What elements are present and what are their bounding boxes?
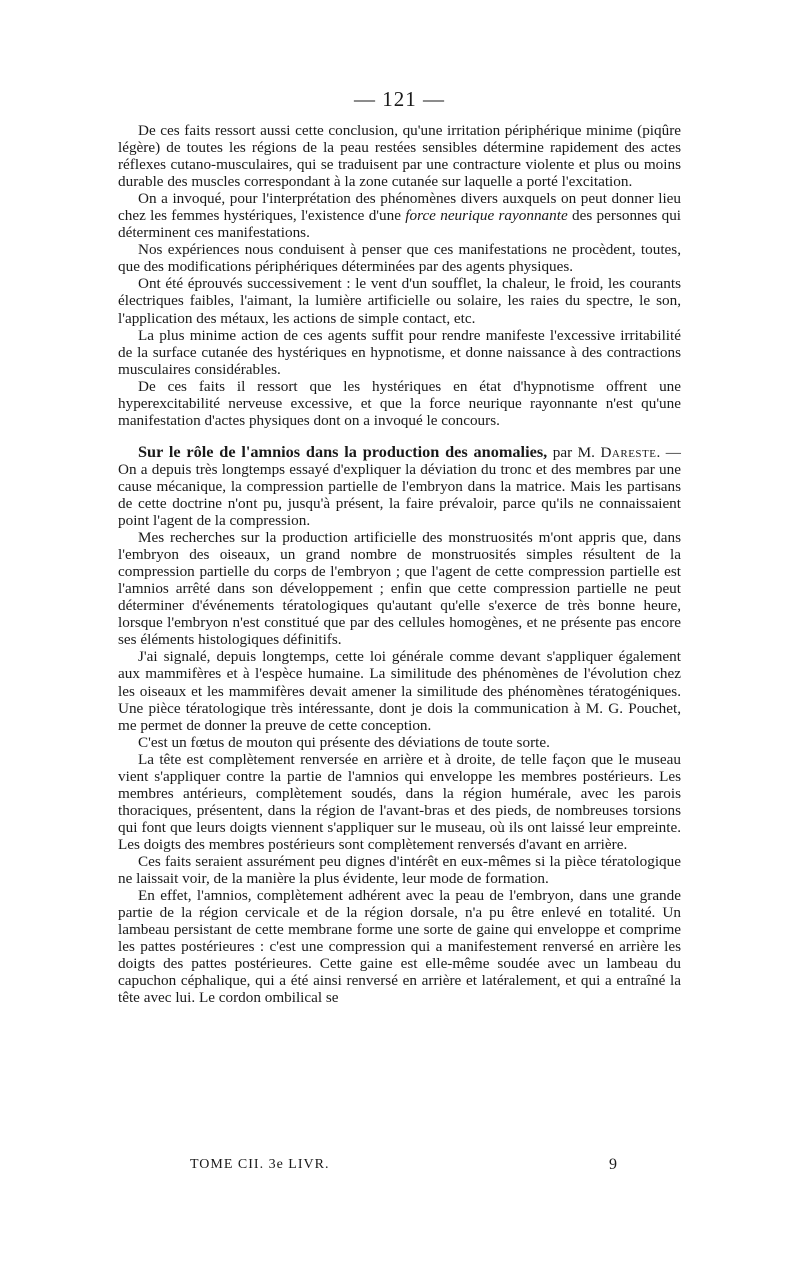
page-body — [118, 88, 681, 1006]
paragraph-text: des personnes qui déterminent ces manifestations. — [118, 207, 682, 242]
paragraph: En effet, l'amnios, complètement adhérent avec la peau de l'embryon, dans une grande partie de la région cervicale et de la région dorsale, n'a pu être enlevé en totalité. Un lambeau persistant de cette membrane forme une sorte de gaine qui enveloppe et comprime les pattes postérieures : c'est une compression qui a manifestement renversé en arrière les doigts des pattes postérieures. Cette gaine est elle-même soudée avec un lambeau du capuchon céphalique, qui a été ainsi renversé en arrière et latéralement, et qui a entraîné la tête avec lui. Le cordon ombilical se — [118, 887, 681, 1007]
author-name: Dareste — [600, 443, 657, 461]
section-heading: Sur le rôle de l'amnios dans la production des anomalies, — [138, 441, 548, 461]
paragraph: Ont été éprouvés successivement : le vent d'un soufflet, la chaleur, le froid, les courants électriques faibles, l'aimant, la lumière artificielle ou solaire, les raies du spectre, le son, l'application des métaux, les actions de simple contact, etc. — [118, 275, 681, 327]
paragraph: C'est un fœtus de mouton qui présente des déviations de toute sorte. — [138, 733, 550, 751]
paragraph: Ces faits seraient assurément peu dignes d'intérêt en eux-mêmes si la pièce tératologique ne laissait voir, de la manière la plus évidente, leur mode de formation. — [118, 852, 681, 888]
emphasis-text: force neurique rayonnante — [405, 207, 568, 225]
paragraph — [118, 190, 681, 241]
section-gap — [118, 429, 681, 443]
footer-signature: 9 — [609, 1156, 618, 1173]
paragraph: J'ai signalé, depuis longtemps, cette loi générale comme devant s'appliquer également aux mammifères et à l'espèce humaine. La similitude des phénomènes de l'évolution chez les oiseaux et les mammifères devait amener la similitude des phénomènes tératogéniques. Une pièce tératologique très intéressante, dont je dois la communication à M. G. Pouchet, me permet de donner la preuve de cette conception. — [118, 648, 681, 734]
paragraph: Mes recherches sur la production artificielle des monstruosités m'ont appris que, dans l'embryon des oiseaux, un grand nombre de monstruosités simples résultent de la compression partielle du corps de l'embryon ; que l'agent de cette compression partielle est l'amnios arrêté dans son développement ; enfin que cette compression partielle ne peut déterminer d'événements tératologiques qu'autant qu'elle s'exerce de très bonne heure, lorsque l'embryon n'est constitué que par des cellules homogènes, et ne présente pas encore ses éléments histologiques définitifs. — [118, 529, 681, 649]
section-paragraph — [118, 443, 681, 529]
paragraph: Nos expériences nous conduisent à penser que ces manifestations ne procèdent, toutes, que des modifications périphériques déterminées par des agents physiques. — [118, 241, 681, 276]
page-number: — 121 — — [354, 87, 445, 111]
paragraph-text: On a invoqué, pour l'interprétation des phénomènes divers auxquels on peut donner lieu chez les femmes hystériques, l'existence d'une — [118, 190, 681, 225]
paragraph: De ces faits il ressort que les hystériques en état d'hypnotisme offrent une hyperexcitabilité nerveuse excessive, et que la force neurique rayonnante n'est qu'une manifestation d'actes physiques dont on a invoqué le concours. — [118, 377, 681, 429]
author-prefix: par M. — [547, 443, 601, 461]
footer-volume: TOME CII. 3e LIVR. — [190, 1157, 330, 1172]
paragraph: La tête est complètement renversée en arrière et à droite, de telle façon que le museau vient s'appliquer contre la partie de l'amnios qui enveloppe les membres postérieurs. Les membres antérieurs, complètement soudés, dans la région humérale, avec les parois thoraciques, présentent, dans la région de l'avant-bras et des pieds, de nombreuses torsions qui font que leurs doigts viennent s'appliquer sur le museau, où ils ont laissé leur empreinte. Les doigts des membres postérieurs sont complètement renversés d'avant en arrière. — [118, 750, 681, 853]
paragraph: De ces faits ressort aussi cette conclusion, qu'une irritation périphérique minime (piqûre légère) de toutes les régions de la peau restées sensibles détermine rapidement des actes réflexes cutano-musculaires, qui se traduisent par une contracture violente et plus ou moins durable des muscles correspondant à la zone cutanée sur laquelle a porté l'excitation. — [118, 122, 681, 191]
paragraph: La plus minime action de ces agents suffit pour rendre manifeste l'excessive irritabilité de la surface cutanée des hystériques en hypnotisme, et donne naissance à des contractions musculaires considérables. — [118, 326, 681, 378]
paragraph-text: . — On a depuis très longtemps essayé d'expliquer la déviation du tronc et des membres par une cause mécanique, la compression partielle de l'embryon dans la matrice. Mais les partisans de cette doctrine n'ont pu, jusqu'à présent, la faire prévaloir, parce qu'ils ne connaissaient point l'agent de la compression. — [118, 443, 681, 530]
page-footer — [190, 1156, 630, 1174]
